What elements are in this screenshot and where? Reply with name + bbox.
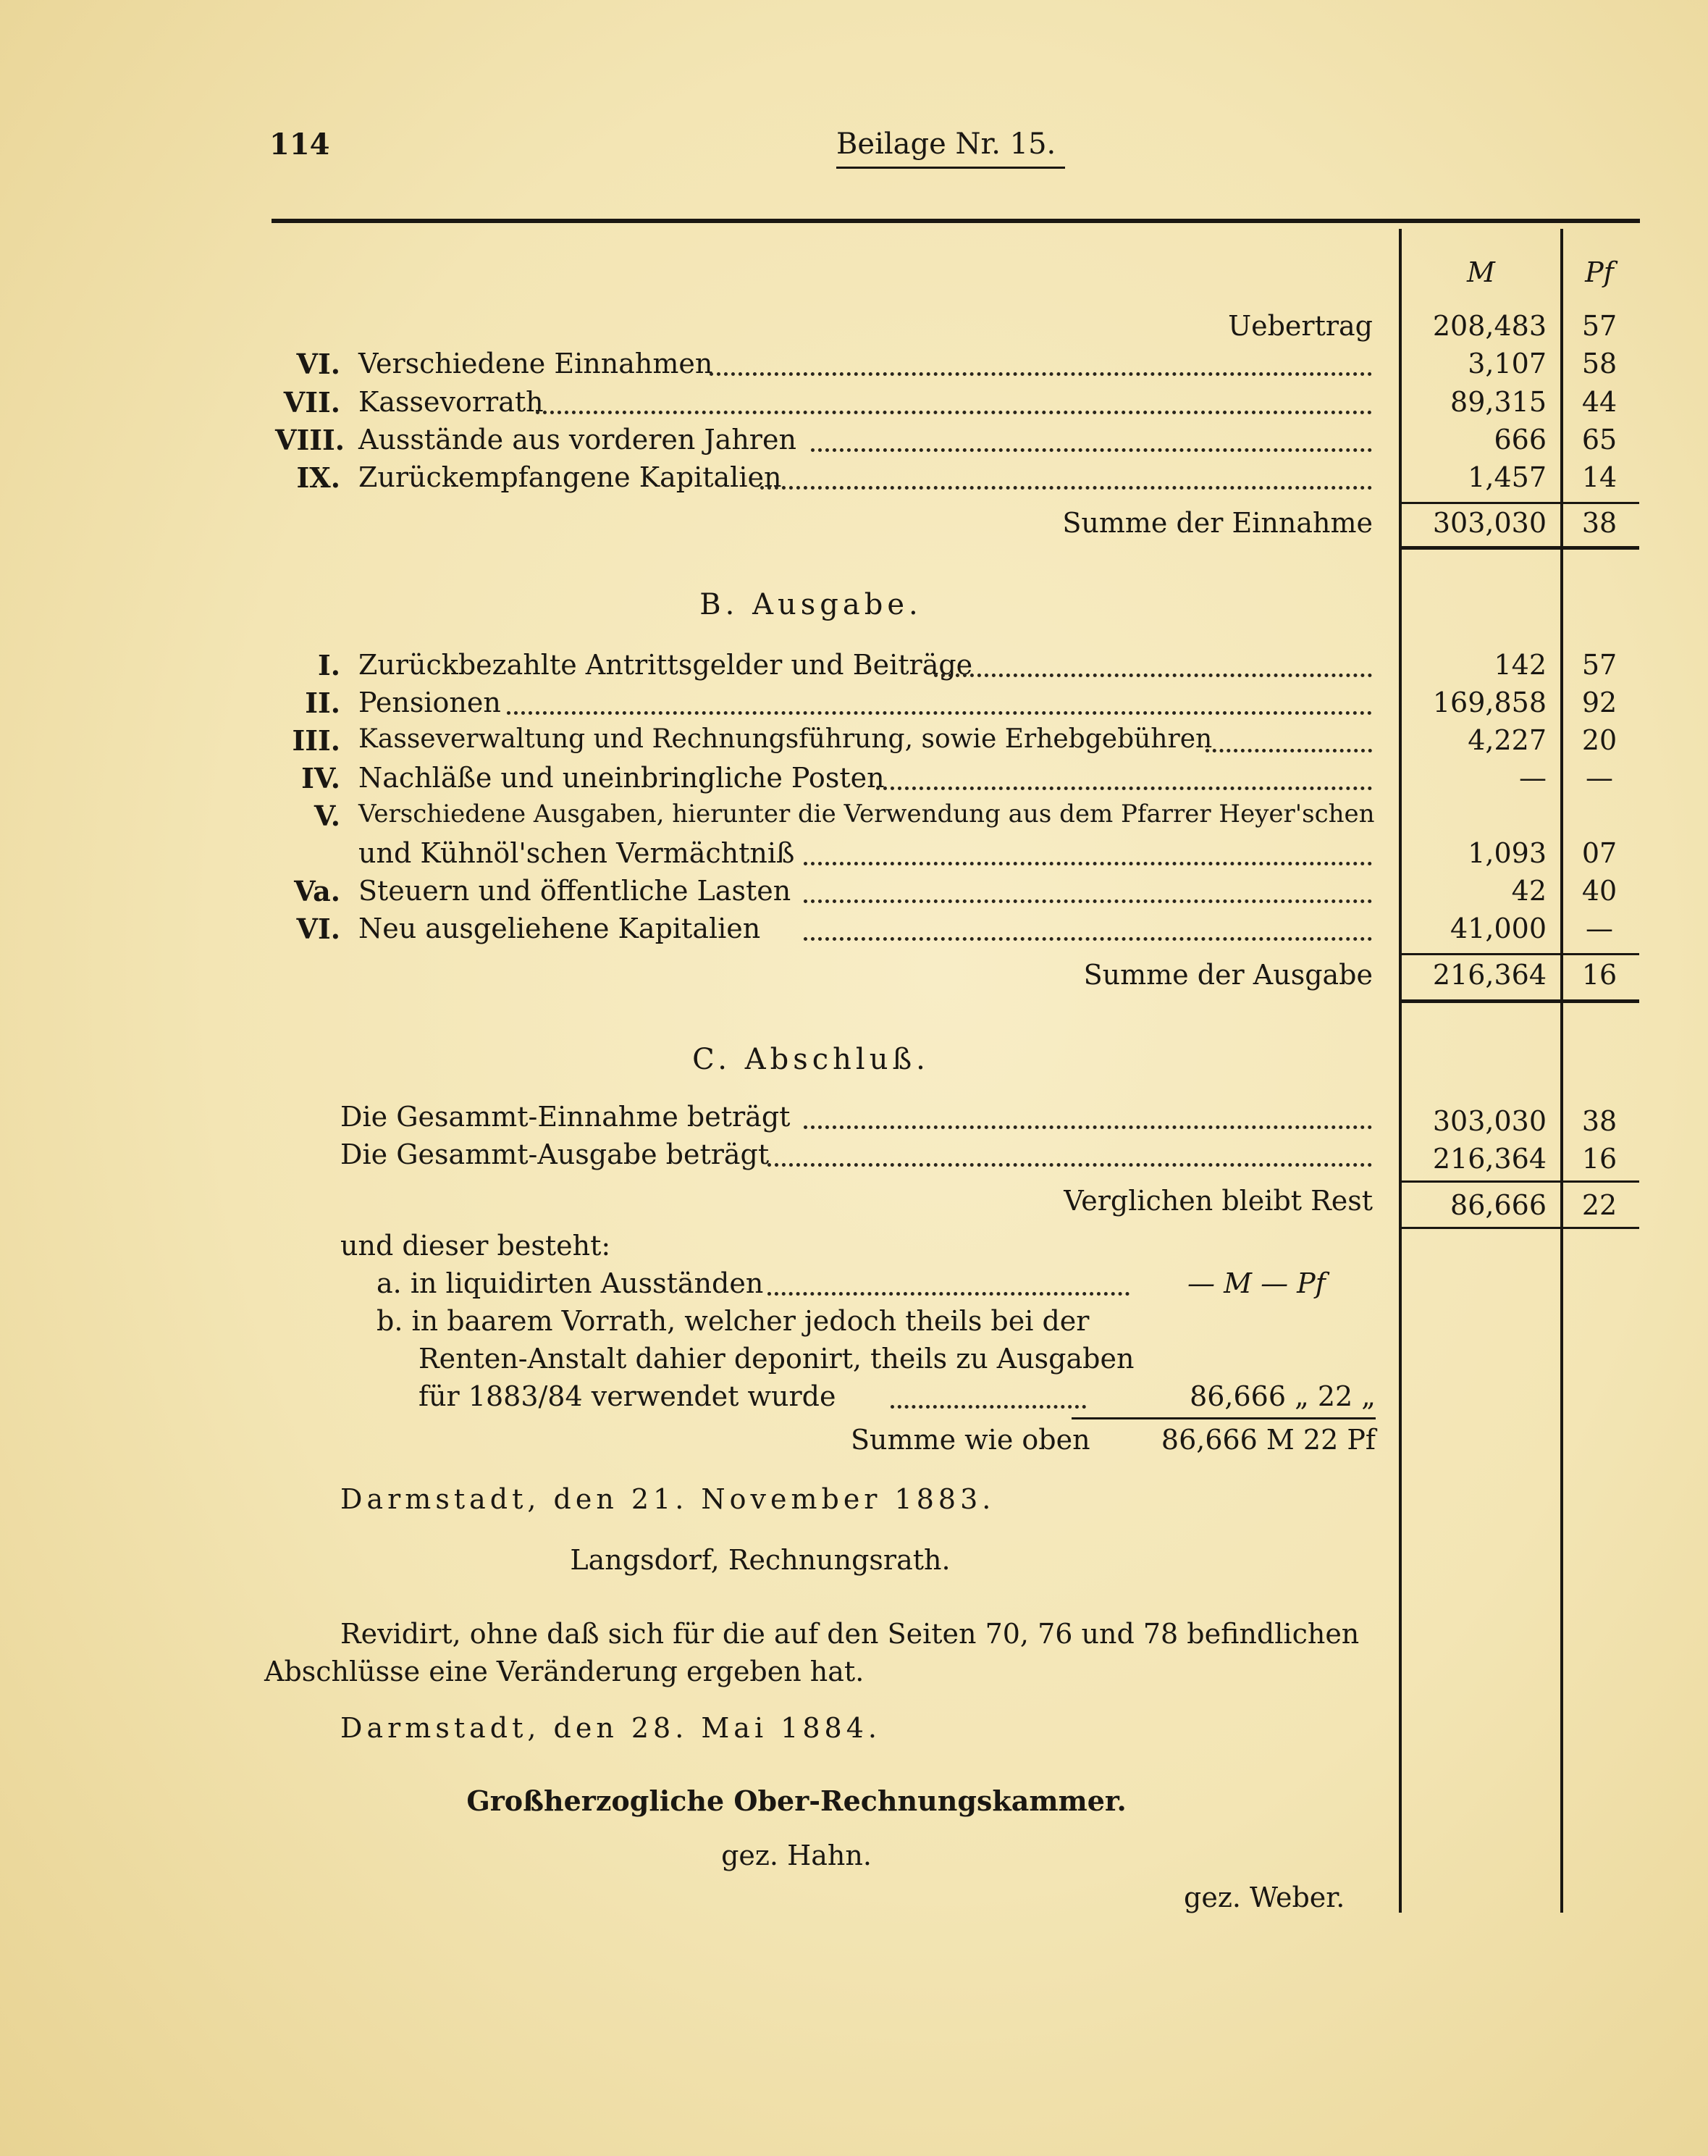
row-label: Pensionen [358,687,501,718]
summe-oben-label: Summe wie oben [851,1424,1090,1456]
row-mark: 1,093 [1468,837,1547,869]
summe-ausgabe-label: Summe der Ausgabe [1083,959,1373,991]
rest-label: Verglichen bleibt Rest [1064,1185,1373,1217]
row-label: Ausstände aus vorderen Jahren [358,424,796,456]
row-mark: — [1519,762,1547,794]
leader-dots [507,711,1372,715]
item-b-value: 86,666 „ 22 „ [1190,1380,1376,1412]
row-pf: 57 [1581,649,1617,681]
sum-double-rule [1402,546,1639,550]
gesammt-ausgabe-mark: 216,364 [1432,1143,1547,1175]
row-pf: 58 [1581,348,1617,379]
row-label: Kassevorrath [358,386,544,418]
row-num: I. [317,649,340,681]
item-a-value: — M — Pf [1187,1267,1326,1299]
row-num: IX. [296,461,340,494]
row-pf: — [1586,913,1613,944]
row-pf: 44 [1581,386,1617,418]
leader-dots [876,787,1372,790]
row-label: Kasseverwaltung und Rechnungsführung, sowie Erhebgebühren [358,724,1213,754]
gesammt-einnahme-label: Die Gesammt-Einnahme beträgt [340,1101,791,1133]
summe-einnahme-label: Summe der Einnahme [1062,507,1373,539]
row-num: III. [292,724,340,757]
row-pf: 14 [1581,461,1617,493]
besteht-label: und dieser besteht: [340,1230,611,1262]
header-rule [272,219,1640,223]
sum-rule [1402,502,1639,504]
row-pf: 07 [1581,837,1617,869]
signer-langsdorf: Langsdorf, Rechnungsrath. [570,1544,951,1576]
sum-rule [1402,1227,1639,1229]
row-mark: 42 [1511,875,1547,907]
leader-dots [804,1125,1372,1129]
row-num: VII. [283,386,340,419]
sum-rule [1402,953,1639,955]
row-label: Neu ausgeliehene Kapitalien [358,913,761,944]
leader-dots [710,372,1372,376]
page-number: 114 [269,127,330,162]
row-mark: 4,227 [1468,724,1547,756]
summe-einnahme-pf: 38 [1581,507,1617,539]
row-mark: 89,315 [1450,386,1547,418]
leader-dots [804,862,1372,865]
leader-dots [891,1405,1086,1409]
signature-hahn: gez. Hahn. [721,1840,872,1871]
row-mark: 169,858 [1432,687,1547,718]
section-heading-abschluss: C. Abschluß. [692,1043,930,1076]
summe-ausgabe-mark: 216,364 [1432,959,1547,991]
sum-rule [1402,1180,1639,1183]
leader-dots [934,674,1372,677]
authority: Großherzogliche Ober-Rechnungskammer. [466,1784,1127,1817]
row-pf: 92 [1581,687,1617,718]
leader-dots [804,937,1372,941]
row-pf: 65 [1581,424,1617,456]
leader-dots [760,486,1372,490]
gesammt-einnahme-pf: 38 [1581,1105,1617,1137]
row-label: Nachläße und uneinbringliche Posten [358,762,885,794]
row-label: Steuern und öffentliche Lasten [358,875,791,907]
pfennig-column-header: Pf [1585,256,1614,288]
mark-column-header: M [1467,256,1495,288]
row-num: IV. [301,762,340,794]
row-num: VI. [296,348,340,380]
leader-dots [767,1292,1129,1296]
summe-einnahme-mark: 303,030 [1432,507,1547,539]
row-num: V. [314,800,340,832]
leader-dots [536,411,1372,414]
revidirt-line1: Revidirt, ohne daß sich für die auf den Seiten 70, 76 und 78 befindlichen [340,1618,1360,1650]
row-num: Va. [294,875,340,907]
leader-dots [811,448,1372,452]
page-title: Beilage Nr. 15. [836,127,1056,161]
row-label: Verschiedene Einnahmen [358,348,713,379]
date-1884: Darmstadt, den 28. Mai 1884. [340,1712,881,1744]
sum-rule [1072,1417,1376,1419]
row-mark: 666 [1494,424,1547,456]
uebertrag-mark: 208,483 [1432,310,1547,342]
row-pf: — [1586,762,1613,794]
row-num: II. [305,687,340,719]
row-label: Zurückbezahlte Antrittsgelder und Beiträge [358,649,973,681]
row-mark: 142 [1494,649,1547,681]
summe-ausgabe-pf: 16 [1581,959,1617,991]
sum-double-rule [1402,999,1639,1003]
row-label-continued: und Kühnöl'schen Vermächtniß [358,837,795,869]
row-pf: 40 [1581,875,1617,907]
rest-mark: 86,666 [1450,1189,1547,1221]
row-num: VIII. [275,424,345,456]
row-label: Zurückempfangene Kapitalien [358,461,782,493]
row-mark: 3,107 [1468,348,1547,379]
item-a-label: a. in liquidirten Ausständen [376,1267,764,1299]
row-mark: 1,457 [1468,461,1547,493]
date-1883: Darmstadt, den 21. November 1883. [340,1483,996,1515]
section-heading-ausgabe: B. Ausgabe. [699,588,922,621]
leader-dots [1206,749,1372,752]
item-b-line2: Renten-Anstalt dahier deponirt, theils zu Ausgaben [418,1343,1135,1375]
gesammt-einnahme-mark: 303,030 [1432,1105,1547,1137]
signature-weber: gez. Weber. [1184,1882,1345,1913]
revidirt-line2: Abschlüsse eine Veränderung ergeben hat. [264,1656,864,1687]
rest-pf: 22 [1581,1189,1617,1221]
title-underline [836,167,1065,169]
gesammt-ausgabe-pf: 16 [1581,1143,1617,1175]
gesammt-ausgabe-label: Die Gesammt-Ausgabe beträgt [340,1138,770,1170]
item-b-line3: für 1883/84 verwendet wurde [418,1380,836,1412]
summe-oben-value: 86,666 M 22 Pf [1161,1424,1376,1456]
row-pf: 20 [1581,724,1617,756]
row-label: Verschiedene Ausgaben, hierunter die Verwendung aus dem Pfarrer Heyer'schen [358,800,1375,829]
leader-dots [804,899,1372,903]
leader-dots [767,1163,1372,1167]
uebertrag-pf: 57 [1581,310,1617,342]
row-num: VI. [296,913,340,945]
row-mark: 41,000 [1450,913,1547,944]
item-b-line1: b. in baarem Vorrath, welcher jedoch theils bei der [376,1305,1090,1337]
uebertrag-label: Uebertrag [1228,310,1373,342]
